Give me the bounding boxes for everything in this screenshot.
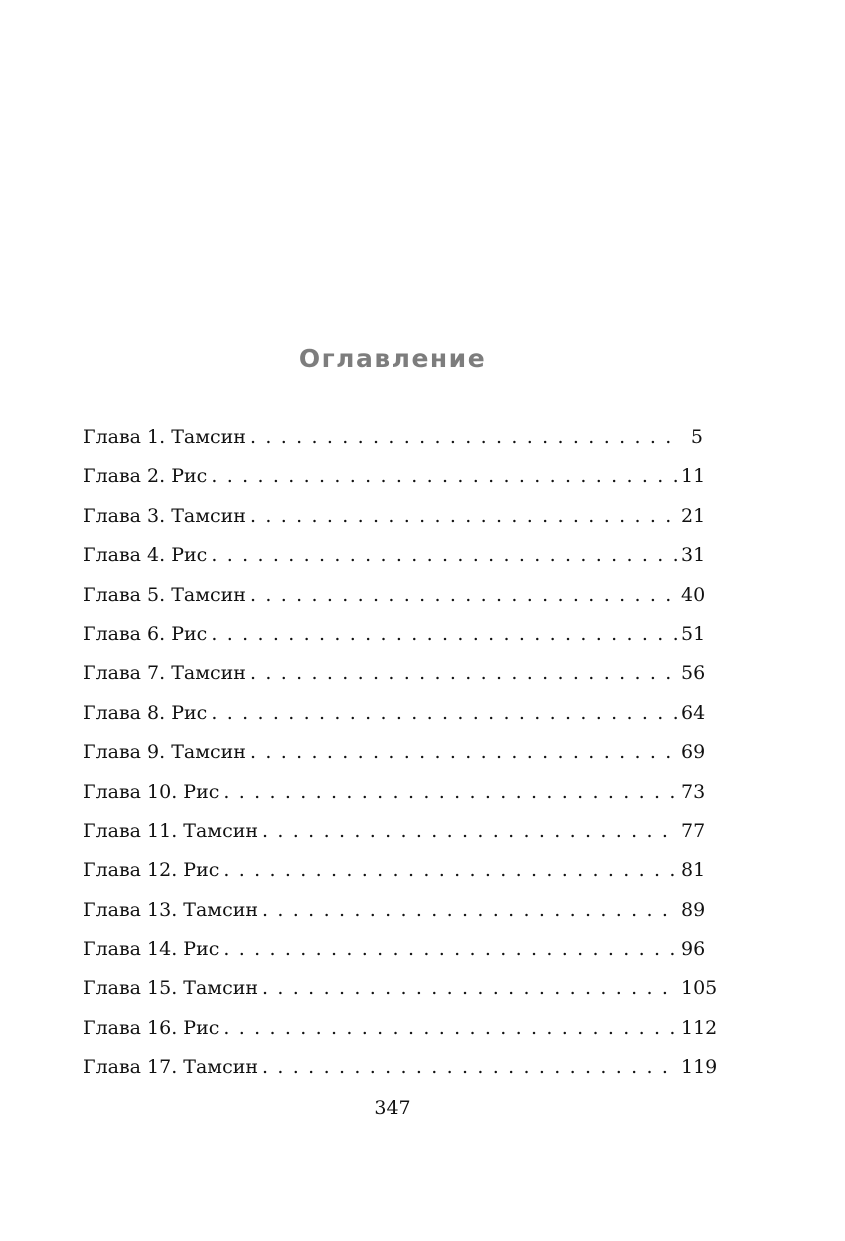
toc-entry-page: 96 — [681, 938, 706, 961]
toc-dot-leader — [223, 851, 677, 890]
toc-entry-title: Глава 7. Тамсин — [83, 662, 246, 685]
toc-entry-title: Глава 8. Рис — [83, 701, 208, 724]
toc-dot-leader — [211, 457, 677, 496]
toc-entry — [83, 1048, 718, 1087]
toc-entry-page: 40 — [681, 583, 706, 606]
toc-entry-page: 21 — [681, 504, 706, 527]
toc-dot-leader — [250, 418, 677, 457]
page-number: 347 — [374, 1097, 411, 1119]
toc-entry-page: 105 — [681, 977, 718, 1000]
toc-entry-title: Глава 11. Тамсин — [83, 819, 259, 842]
toc-entry — [83, 694, 706, 733]
toc-dot-leader — [223, 1009, 677, 1048]
toc-entry-page: 56 — [681, 662, 706, 685]
toc-entry-title: Глава 4. Рис — [83, 544, 208, 567]
toc-entry — [83, 1009, 718, 1048]
toc-entry — [83, 812, 706, 851]
toc-entry — [83, 851, 706, 890]
toc-entry — [83, 773, 706, 812]
toc-entry-page: 11 — [681, 465, 706, 488]
toc-entry-title: Глава 16. Рис — [83, 1016, 220, 1039]
toc-entry — [83, 654, 706, 693]
toc-dot-leader — [262, 1048, 677, 1087]
toc-entry-title: Глава 1. Тамсин — [83, 426, 246, 448]
toc-entry-title: Глава 15. Тамсин — [83, 977, 259, 1000]
toc-dot-leader — [211, 536, 677, 575]
toc-dot-leader — [250, 654, 677, 693]
toc-entry-page: 73 — [681, 780, 706, 803]
toc-entry-page: 119 — [681, 1056, 718, 1079]
toc-dot-leader — [223, 930, 677, 969]
toc-entry — [83, 733, 706, 772]
toc-dot-leader — [211, 615, 677, 654]
toc-entry-page: 81 — [681, 859, 706, 882]
toc-dot-leader — [211, 694, 677, 733]
toc-entry-title: Глава 2. Рис — [83, 465, 208, 488]
toc-entry-title: Глава 3. Тамсин — [83, 504, 246, 527]
toc-entry — [83, 891, 706, 930]
toc-entry-title: Глава 5. Тамсин — [83, 583, 246, 606]
toc-entry — [83, 969, 718, 1008]
toc-entry-page: 89 — [681, 898, 706, 921]
toc-entry-page: 64 — [681, 701, 706, 724]
toc-entry-title: Глава 12. Рис — [83, 859, 220, 882]
toc-dot-leader — [250, 733, 677, 772]
toc-entry — [83, 615, 706, 654]
toc-heading: Оглавление — [298, 344, 487, 373]
toc-entry-title: Глава 10. Рис — [83, 780, 220, 803]
toc-entry-title: Глава 17. Тамсин — [83, 1056, 259, 1079]
toc-entry-title: Глава 6. Рис — [83, 622, 208, 645]
toc-dot-leader — [262, 891, 677, 930]
toc-dot-leader — [262, 969, 677, 1008]
toc-dot-leader — [250, 576, 677, 615]
toc-dot-leader — [250, 497, 677, 536]
toc-list — [83, 418, 718, 1088]
toc-entry-title: Глава 9. Тамсин — [83, 741, 246, 764]
toc-entry-page: 31 — [681, 544, 706, 567]
toc-dot-leader — [262, 812, 677, 851]
toc-entry — [83, 536, 706, 575]
toc-entry-title: Глава 14. Рис — [83, 938, 220, 961]
toc-entry — [83, 457, 706, 496]
toc-dot-leader — [223, 773, 677, 812]
toc-entry-page: 77 — [681, 819, 706, 842]
toc-entry-page: 112 — [681, 1016, 718, 1039]
toc-entry — [83, 418, 703, 457]
toc-entry — [83, 930, 706, 969]
toc-entry-page: 51 — [681, 622, 706, 645]
toc-entry-title: Глава 13. Тамсин — [83, 898, 259, 921]
toc-entry — [83, 576, 706, 615]
toc-entry — [83, 497, 706, 536]
toc-entry-page: 5 — [690, 426, 703, 448]
toc-entry-page: 69 — [681, 741, 706, 764]
